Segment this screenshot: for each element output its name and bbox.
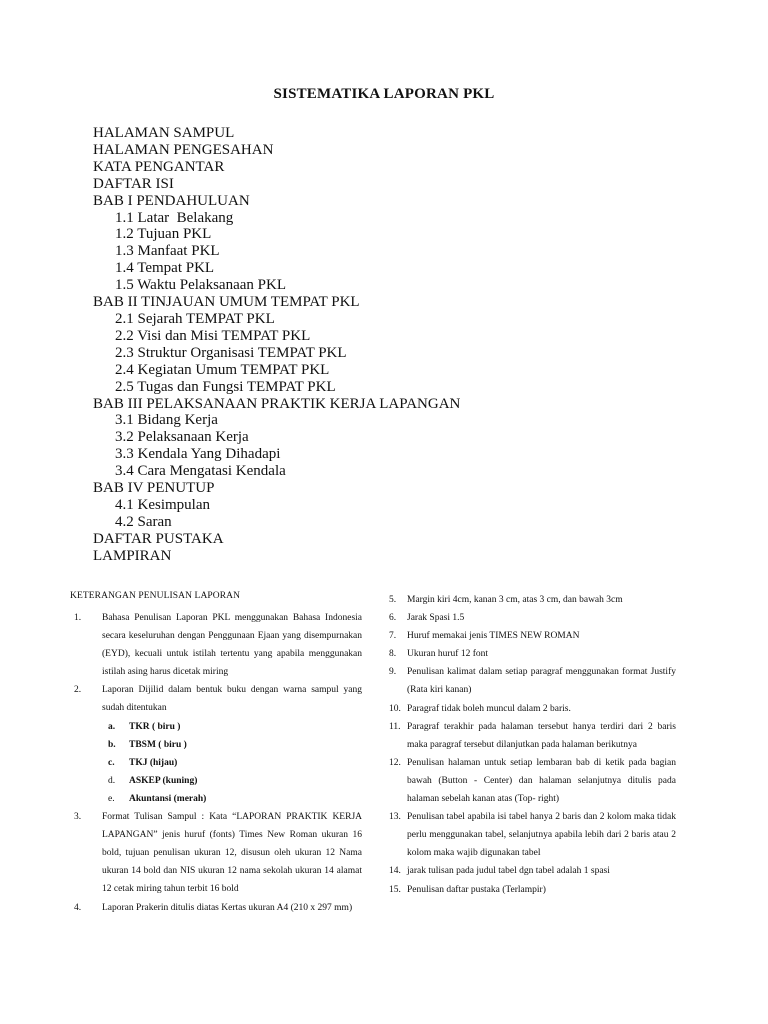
toc-section-entry: 1.3 Manfaat PKL (115, 243, 220, 260)
toc-section-entry: 4.1 Kesimpulan (115, 496, 210, 513)
subitem-text: TBSM ( biru ) (129, 739, 187, 750)
note-text: Jarak Spasi 1.5 (407, 613, 465, 624)
note-number: 14. (389, 866, 401, 877)
note-number: 1. (74, 613, 82, 623)
note-number: 7. (389, 631, 397, 642)
toc-section-entry: 3.4 Cara Mengatasi Kendala (115, 463, 286, 480)
toc-section-entry: 1.4 Tempat PKL (115, 260, 215, 277)
toc-section-entry: 3.3 Kendala Yang Dihadapi (115, 446, 281, 463)
toc-section-entry: 2.5 Tugas dan Fungsi TEMPAT PKL (115, 378, 336, 395)
notes-heading: KETERANGAN PENULISAN LAPORAN (70, 591, 241, 601)
subitem-letter: b. (108, 739, 116, 750)
note-text: Huruf memakai jenis TIMES NEW ROMAN (407, 631, 580, 642)
toc-section-entry: 2.4 Kegiatan Umum TEMPAT PKL (115, 361, 330, 378)
note-subitem (70, 718, 362, 736)
note-text: jarak tulisan pada judul tabel dgn tabel adalah 1 spasi (407, 866, 610, 877)
note-item (70, 808, 362, 898)
note-item (384, 754, 676, 808)
note-item (70, 681, 362, 717)
note-text: Bahasa Penulisan Laporan PKL menggunakan Bahasa Indonesia secara keseluruhan dengan Penggunaan Ejaan yang disempurnakan (EYD), kecuali untuk istilah tertentu yang apabila menggunakan istilah asing harus dicetak miring (102, 613, 362, 678)
note-number: 9. (389, 667, 397, 678)
note-number: 15. (389, 884, 401, 895)
toc-section-entry: 1.1 Latar Belakang (115, 209, 234, 226)
note-number: 2. (74, 685, 82, 696)
subitem-text: TKR ( biru ) (129, 721, 181, 732)
subitem-letter: a. (108, 721, 116, 732)
toc-chapter-entry: DAFTAR PUSTAKA (93, 530, 224, 547)
toc-chapter-entry: HALAMAN SAMPUL (93, 125, 235, 141)
toc-section-entry: 4.2 Saran (115, 513, 172, 530)
note-text: Laporan Prakerin ditulis diatas Kertas ukuran A4 (210 x 297 mm) (102, 902, 353, 913)
note-subitem (70, 754, 362, 772)
toc-chapter-entry: BAB IV PENUTUP (93, 480, 215, 497)
note-number: 8. (389, 649, 397, 660)
toc-section-entry: 2.1 Sejarah TEMPAT PKL (115, 310, 275, 327)
toc-chapter-entry: KATA PENGANTAR (93, 158, 225, 175)
note-text: Penulisan tabel apabila isi tabel hanya 2 baris dan 2 kolom maka tidak perlu menggunakan tabel, selanjutnya apabila lebih dari 2 baris atau 2 kolom maka wajib digunakan tabel (407, 812, 676, 859)
subitem-letter: c. (108, 757, 115, 768)
note-text: Penulisan daftar pustaka (Terlampir) (407, 884, 546, 895)
note-item (70, 609, 362, 681)
note-item (384, 627, 676, 645)
toc-chapter-entry: LAMPIRAN (93, 547, 172, 564)
toc-chapter-entry: BAB I PENDAHULUAN (93, 192, 250, 209)
toc-chapter-entry: HALAMAN PENGESAHAN (93, 141, 274, 158)
note-number: 3. (74, 812, 82, 823)
note-subitem (70, 790, 362, 808)
note-text: Margin kiri 4cm, kanan 3 cm, atas 3 cm, dan bawah 3cm (407, 595, 623, 605)
page-title: SISTEMATIKA LAPORAN PKL (273, 86, 495, 102)
note-item (384, 718, 676, 754)
note-text: Paragraf tidak boleh muncul dalam 2 baris. (407, 703, 571, 714)
note-number: 11. (389, 721, 401, 732)
note-item (384, 808, 676, 862)
note-subitem (70, 736, 362, 754)
note-subitem (70, 772, 362, 790)
toc-section-entry: 3.2 Pelaksanaan Kerja (115, 429, 249, 446)
toc-chapter-entry: BAB II TINJAUAN UMUM TEMPAT PKL (93, 294, 360, 311)
note-item (384, 862, 676, 880)
subitem-text: TKJ (hijau) (129, 757, 178, 768)
note-number: 5. (389, 595, 397, 605)
table-of-contents (93, 125, 653, 565)
toc-chapter-entry: BAB III PELAKSANAAN PRAKTIK KERJA LAPANGAN (93, 395, 461, 412)
note-text: Penulisan halaman untuk setiap lembaran bab di ketik pada bagian bawah (Button - Center) dan halaman selanjutnya ditulis pada halaman sebelah kanan atas (Top- right) (407, 757, 676, 805)
toc-section-entry: 1.5 Waktu Pelaksanaan PKL (115, 277, 286, 294)
subitem-text: Akuntansi (merah) (129, 793, 207, 804)
subitem-text: ASKEP (kuning) (129, 775, 198, 786)
note-text: Laporan Dijilid dalam bentuk buku dengan warna sampul yang sudah ditentukan (102, 685, 362, 714)
note-text: Paragraf terakhir pada halaman tersebut hanya terdiri dari 2 baris maka paragraf tersebut dilanjutkan pada halaman berikutnya (407, 721, 676, 750)
toc-section-entry: 1.2 Tujuan PKL (115, 226, 212, 243)
note-number: 13. (389, 812, 401, 823)
note-number: 6. (389, 613, 397, 624)
notes-right-column (384, 591, 676, 899)
toc-section-entry: 2.3 Struktur Organisasi TEMPAT PKL (115, 344, 347, 361)
note-number: 12. (389, 757, 401, 768)
toc-section-entry: 2.2 Visi dan Misi TEMPAT PKL (115, 327, 311, 344)
notes-left-column (70, 609, 362, 917)
note-text: Ukuran huruf 12 font (407, 649, 488, 660)
note-text: Penulisan kalimat dalam setiap paragraf menggunakan format Justify (Rata kiri kanan) (407, 667, 676, 696)
note-item (70, 899, 362, 917)
note-item (384, 591, 676, 609)
note-item (384, 645, 676, 663)
note-item (384, 663, 676, 699)
note-item (384, 609, 676, 627)
note-item (384, 700, 676, 718)
toc-chapter-entry: DAFTAR ISI (93, 175, 174, 192)
note-text: Format Tulisan Sampul : Kata “LAPORAN PRAKTIK KERJA LAPANGAN” jenis huruf (fonts) Times New Roman ukuran 16 bold, tujuan penulisan ukuran 12, disusun oleh ukuran 12 Nama ukuran 14 bold dan NIS ukuran 12 nama sekolah ukuran 14 alamat 12 cetak miring tahun terbit 16 bold (102, 812, 362, 895)
note-number: 10. (389, 703, 401, 714)
note-item (384, 881, 676, 899)
subitem-letter: e. (108, 793, 115, 804)
subitem-letter: d. (108, 775, 116, 786)
note-number: 4. (74, 902, 82, 913)
toc-section-entry: 3.1 Bidang Kerja (115, 412, 218, 429)
